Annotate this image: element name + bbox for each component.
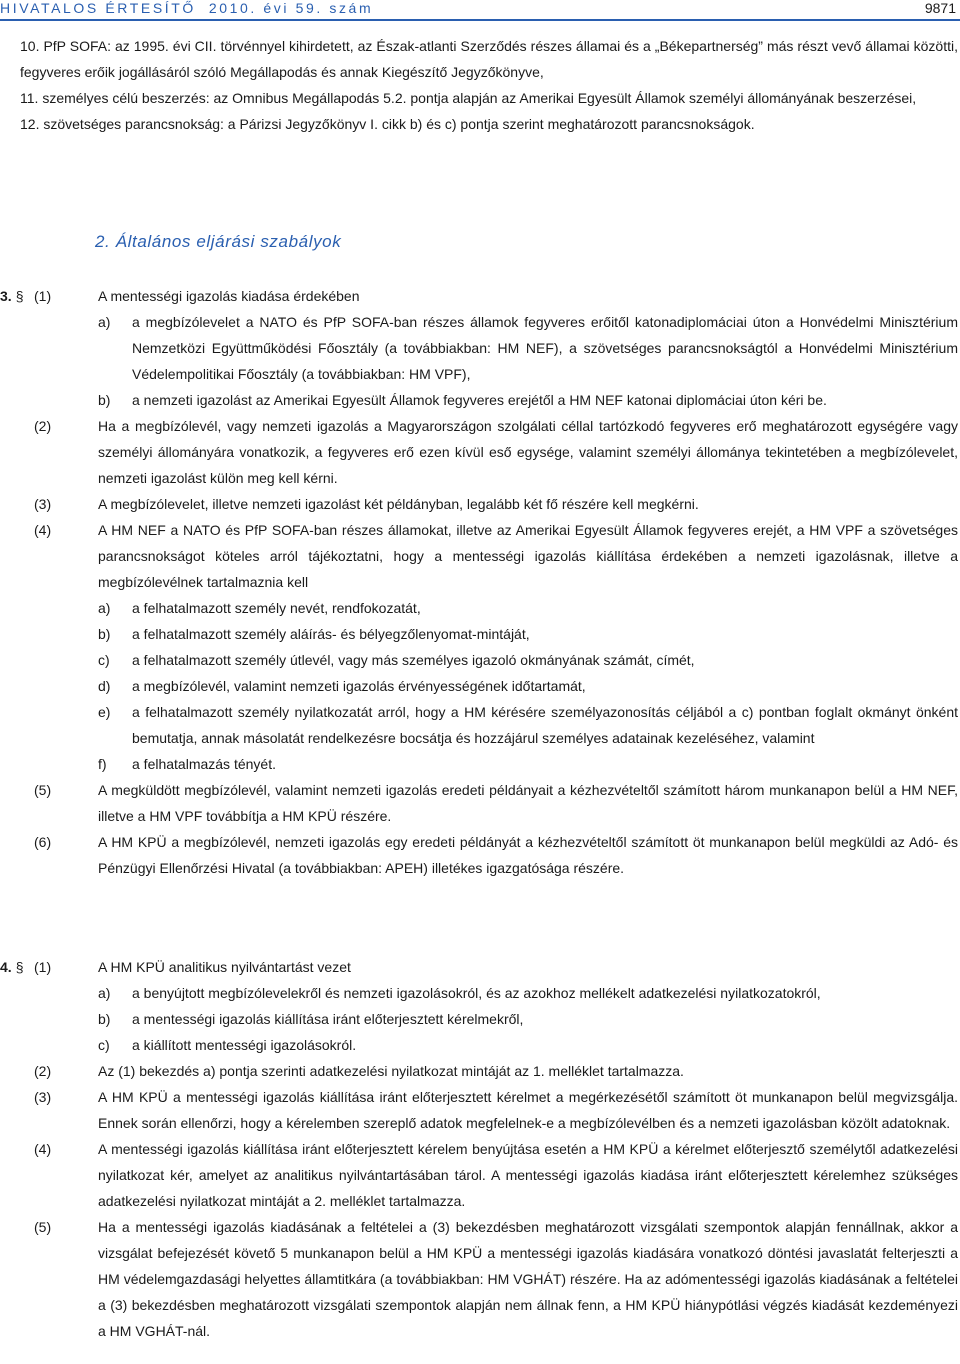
list-item xyxy=(98,699,958,751)
paragraph-body xyxy=(98,1084,958,1136)
paragraph-body xyxy=(98,954,958,1058)
paragraph-body xyxy=(98,777,958,829)
list-item-text: a felhatalmazás tényét. xyxy=(132,756,276,772)
paragraph-text: A HM NEF a NATO és PfP SOFA-ban részes államokat, illetve az Amerikai Egyesült Államok fegyveres erejét, a HM VPF a szövetséges parancsnokságot köteles arról tájékoztatni, hogy a mentességi igazolás kiállítása érdekében a nemzeti igazolásnak, illetve a megbízólevélnek tartalmaznia kell xyxy=(98,522,958,590)
paragraph xyxy=(0,777,958,829)
paragraph-label: (4) xyxy=(34,1141,52,1157)
paragraph-text: A HM KPÜ a mentességi igazolás kiállítása iránt előterjesztett kérelmet a megérkezésétől számított öt munkanapon belül megvizsgálja. Ennek során ellenőrzi, hogy a kérelemben szereplő adatok megfelelnek-e a megbízólevélben és a nemzeti igazolásban közölt adatoknak. xyxy=(98,1089,958,1131)
publication-title: HIVATALOS ÉRTESÍTŐ xyxy=(0,0,196,16)
list-item-label: e) xyxy=(98,704,111,720)
paragraph-text: A mentességi igazolás kiállítása iránt előterjesztett kérelem benyújtása esetén a HM KPÜ a kérelmet előterjesztő személytől adatkezelési nyilatkozat kér, amelyet az analitikus nyilvántartásában tárol. A mentességi igazolás kiadása iránt előterjesztett kérelemhez szükséges adatkezelési nyilatkozat mintáját a 2. melléklet tartalmazza. xyxy=(98,1141,958,1209)
paragraph-body xyxy=(98,517,958,777)
list-item-text: a kiállított mentességi igazolásokról. xyxy=(132,1037,357,1053)
section-sign: § xyxy=(15,959,24,975)
definition-list xyxy=(20,33,958,137)
list-item xyxy=(98,1032,958,1058)
paragraph-label: (2) xyxy=(34,418,52,434)
list-item xyxy=(98,673,958,699)
section-3 xyxy=(0,283,958,881)
paragraph-label: (3) xyxy=(34,496,52,512)
paragraph xyxy=(0,283,958,413)
paragraph-body xyxy=(98,829,958,881)
paragraph-text: Ha a mentességi igazolás kiadásának a feltételei a (3) bekezdésben meghatározott vizsgálati szempontok alapján fennállnak, akkor a vizsgálat befejezését követő 5 munkanapon belül a HM KPÜ a mentességi igazolás kiadására vonatkozó döntési javaslatát felterjeszti a HM védelemgazdasági helyettes államtitkára (a továbbiakban: HM VGHÁT) részére. Ha az adómentességi igazolás kiadásának a feltételei a (3) bekezdésben meghatározott vizsgálati szempontok alapján nem állnak fenn, a HM KPÜ hiánypótlási végzés kiadását kezdeményezi a HM VGHÁT-nál. xyxy=(98,1219,958,1339)
paragraph xyxy=(0,491,958,517)
section-4 xyxy=(0,954,958,1344)
list-item xyxy=(98,309,958,387)
section-heading: 2. Általános eljárási szabályok xyxy=(95,232,342,251)
list-item-label: c) xyxy=(98,652,110,668)
list-item-label: d) xyxy=(98,678,111,694)
definition-item: 11. személyes célú beszerzés: az Omnibus Megállapodás 5.2. pontja alapján az Amerikai Egyesült Államok személyi állományának beszerzései, xyxy=(20,90,917,106)
page-header xyxy=(0,0,960,22)
paragraph-body xyxy=(98,491,958,517)
list-item-text: a benyújtott megbízólevelekről és nemzeti igazolásokról, és az azokhoz mellékelt adatkezelési nyilatkozatokról, xyxy=(132,985,821,1001)
definition-item: 12. szövetséges parancsnokság: a Párizsi Jegyzőkönyv I. cikk b) és c) pontja szerint meghatározott parancsnokságok. xyxy=(20,116,755,132)
paragraph-label: (3) xyxy=(34,1089,52,1105)
section-number-text: 4. xyxy=(0,959,12,975)
list-item xyxy=(98,647,958,673)
list-item-label: a) xyxy=(98,314,111,330)
list-item-text: a felhatalmazott személy útlevél, vagy más személyes igazoló okmányának számát, címét, xyxy=(132,652,695,668)
paragraph-text: A HM KPÜ analitikus nyilvántartást vezet xyxy=(98,959,351,975)
paragraph xyxy=(0,517,958,777)
paragraph xyxy=(0,1136,958,1214)
paragraph-label: (4) xyxy=(34,522,52,538)
paragraph-label: (2) xyxy=(34,1063,52,1079)
list-item xyxy=(98,1006,958,1032)
list-item xyxy=(98,387,958,413)
paragraph xyxy=(0,413,958,491)
section-number-text: 3. xyxy=(0,288,12,304)
paragraph-label: (5) xyxy=(34,1219,52,1235)
list-item-text: a mentességi igazolás kiállítása iránt előterjesztett kérelmekről, xyxy=(132,1011,524,1027)
paragraph-body xyxy=(98,1214,958,1344)
paragraph-body xyxy=(98,1058,958,1084)
page-number: 9871 xyxy=(924,0,956,16)
paragraph-text: Az (1) bekezdés a) pontja szerinti adatkezelési nyilatkozat mintáját az 1. melléklet tartalmazza. xyxy=(98,1063,684,1079)
list-item-text: a felhatalmazott személy nevét, rendfokozatát, xyxy=(132,600,421,616)
list-item-text: a nemzeti igazolást az Amerikai Egyesült Államok fegyveres erejétől a HM NEF katonai diplomáciai úton kéri be. xyxy=(132,392,827,408)
paragraph-label: (1) xyxy=(34,959,52,975)
list-item xyxy=(98,751,958,777)
list-item-label: a) xyxy=(98,985,111,1001)
list-item-text: a megbízólevelet a NATO és PfP SOFA-ban részes államok fegyveres erőitől katonadiplomáciai úton a Honvédelmi Minisztérium Nemzetközi Együttműködési Főosztály (a továbbiakban: HM NEF), a szövetséges parancsnokságtól a Honvédelmi Minisztérium Védelempolitikai Főosztály (a továbbiakban: HM VPF), xyxy=(132,314,958,382)
paragraph xyxy=(0,1058,958,1084)
list-item-text: a felhatalmazott személy nyilatkozatát arról, hogy a HM kérésére személyazonosítás céljából a c) pontban foglalt okmányt önként bemutatja, annak másolatát rendelkezésre bocsátja és hozzájárul személyes adatainak kezeléséhez, valamint xyxy=(132,704,958,746)
list-item-text: a felhatalmazott személy aláírás- és bélyegzőlenyomat-mintáját, xyxy=(132,626,530,642)
list-item xyxy=(98,595,958,621)
paragraph-label: (6) xyxy=(34,834,52,850)
paragraph xyxy=(0,1084,958,1136)
list-item-label: b) xyxy=(98,1011,111,1027)
paragraph-body xyxy=(98,283,958,413)
section-number xyxy=(0,954,32,1058)
paragraph-label: (5) xyxy=(34,782,52,798)
section-number xyxy=(0,283,32,413)
paragraph-text: A megküldött megbízólevél, valamint nemzeti igazolás eredeti példányait a kézhezvételtől számított három munkanapon belül a HM NEF, illetve a HM VPF továbbítja a HM KPÜ részére. xyxy=(98,782,958,824)
issue-info: 2010. évi 59. szám xyxy=(208,0,374,16)
paragraph-body xyxy=(98,1136,958,1214)
definition-item: 10. PfP SOFA: az 1995. évi CII. törvénnyel kihirdetett, az Észak-atlanti Szerződés részes államai és a „Békepartnerség” más részt vevő államai közötti, fegyveres erőik jogállásáról szóló Megállapodás és annak Kiegészítő Jegyzőkönyve, xyxy=(20,38,958,80)
section-sign: § xyxy=(15,288,24,304)
list-item-label: a) xyxy=(98,600,111,616)
header-rule xyxy=(0,19,960,21)
paragraph xyxy=(0,1214,958,1344)
list-item xyxy=(98,621,958,647)
list-item-label: c) xyxy=(98,1037,110,1053)
paragraph-text: A megbízólevelet, illetve nemzeti igazolást két példányban, legalább két fő részére kell megkérni. xyxy=(98,496,699,512)
paragraph-body xyxy=(98,413,958,491)
running-head xyxy=(0,0,373,16)
list-item-label: f) xyxy=(98,756,107,772)
list-item xyxy=(98,980,958,1006)
list-item-label: b) xyxy=(98,626,111,642)
paragraph-text: Ha a megbízólevél, vagy nemzeti igazolás a Magyarországon szolgálati céllal tartózkodó fegyveres erő meghatározott egységére vagy személyi állományára vonatkozik, a fegyveres erő ezen kívül eső egysége, valamint személyi állománya tekintetében a megbízólevelet, nemzeti igazolást külön meg kell kérni. xyxy=(98,418,958,486)
paragraph-label: (1) xyxy=(34,288,52,304)
list-item-text: a megbízólevél, valamint nemzeti igazolás érvényességének időtartamát, xyxy=(132,678,586,694)
paragraph xyxy=(0,954,958,1058)
paragraph-text: A mentességi igazolás kiadása érdekében xyxy=(98,288,360,304)
paragraph xyxy=(0,829,958,881)
list-item-label: b) xyxy=(98,392,111,408)
paragraph-text: A HM KPÜ a megbízólevél, nemzeti igazolás egy eredeti példányát a kézhezvételtől számított öt munkanapon belül megküldi az Adó- és Pénzügyi Ellenőrzési Hivatal (a továbbiakban: APEH) illetékes igazgatósága részére. xyxy=(98,834,958,876)
